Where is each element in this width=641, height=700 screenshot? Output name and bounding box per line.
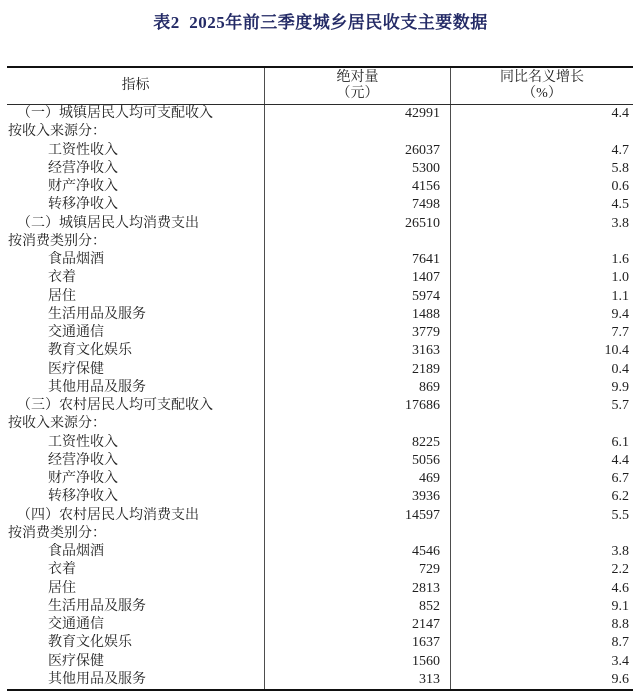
table-row (7, 324, 633, 342)
data-table (7, 66, 633, 691)
growth-value-cell: 8.8 (450, 616, 633, 634)
indicator-cell: 医疗保健 (48, 653, 104, 669)
header-growth-line1: 同比名义增长 (500, 70, 584, 85)
table-row (7, 105, 633, 123)
growth-value-cell: 4.4 (450, 105, 633, 123)
growth-value-cell: 1.1 (450, 288, 633, 306)
header-growth (450, 68, 633, 104)
growth-value-cell (450, 525, 633, 543)
table-row (7, 215, 633, 233)
table-row (7, 142, 633, 160)
table-row (7, 452, 633, 470)
table-row (7, 561, 633, 579)
table-title: 表2 2025年前三季度城乡居民收支主要数据 (153, 13, 488, 32)
indicator-cell: 生活用品及服务 (48, 306, 146, 322)
table-header-row (7, 68, 633, 105)
table-body (7, 105, 633, 689)
table-row (7, 653, 633, 671)
table-row (7, 251, 633, 269)
table-row (7, 543, 633, 561)
table-row (7, 634, 633, 652)
absolute-value-cell: 4156 (264, 178, 450, 196)
absolute-value-cell: 42991 (264, 105, 450, 123)
absolute-value-cell: 469 (264, 470, 450, 488)
indicator-cell: 食品烟酒 (48, 252, 104, 267)
table-row (7, 269, 633, 287)
header-indicator-label: 指标 (121, 78, 150, 93)
table-row (7, 160, 633, 178)
absolute-value-cell: 852 (264, 598, 450, 616)
absolute-value-cell (264, 415, 450, 433)
growth-value-cell: 5.8 (450, 160, 633, 178)
growth-value-cell: 6.7 (450, 470, 633, 488)
indicator-cell: 衣着 (48, 562, 76, 578)
growth-value-cell: 4.7 (450, 142, 633, 160)
growth-value-cell: 9.4 (450, 306, 633, 324)
absolute-value-cell (264, 123, 450, 141)
table-row (7, 616, 633, 634)
indicator-cell: 转移净收入 (48, 489, 118, 505)
absolute-value-cell: 3779 (264, 324, 450, 342)
absolute-value-cell: 26037 (264, 142, 450, 160)
growth-value-cell: 8.7 (450, 634, 633, 652)
indicator-cell: 食品烟酒 (48, 544, 104, 559)
table-row (7, 123, 633, 141)
indicator-cell: 其他用品及服务 (48, 671, 146, 687)
absolute-value-cell: 5974 (264, 288, 450, 306)
growth-value-cell: 9.6 (450, 671, 633, 689)
growth-value-cell (450, 415, 633, 433)
indicator-cell: 转移净收入 (48, 197, 118, 213)
indicator-cell: 经营净收入 (48, 160, 118, 176)
absolute-value-cell: 7498 (264, 196, 450, 214)
absolute-value-cell: 8225 (264, 434, 450, 452)
indicator-cell: （二）城镇居民人均消费支出 (17, 215, 199, 231)
absolute-value-cell: 1560 (264, 653, 450, 671)
indicator-cell: 医疗保健 (48, 361, 104, 377)
growth-value-cell: 0.4 (450, 361, 633, 379)
header-absolute-line1: 绝对量 (336, 70, 379, 85)
absolute-value-cell: 26510 (264, 215, 450, 233)
absolute-value-cell (264, 525, 450, 543)
indicator-cell: 按消费类别分： (8, 525, 106, 541)
table-row (7, 397, 633, 415)
indicator-cell: 财产净收入 (48, 471, 118, 486)
growth-value-cell: 7.7 (450, 324, 633, 342)
table-row (7, 488, 633, 506)
growth-value-cell: 6.1 (450, 434, 633, 452)
indicator-cell: 教育文化娱乐 (48, 635, 132, 651)
table-row (7, 525, 633, 543)
indicator-cell: 按收入来源分： (8, 416, 106, 432)
growth-value-cell: 6.2 (450, 488, 633, 506)
growth-value-cell (450, 233, 633, 251)
table-row (7, 434, 633, 452)
absolute-value-cell: 14597 (264, 507, 450, 525)
growth-value-cell: 1.0 (450, 269, 633, 287)
table-row (7, 598, 633, 616)
absolute-value-cell: 2147 (264, 616, 450, 634)
indicator-cell: 生活用品及服务 (48, 598, 146, 614)
absolute-value-cell: 869 (264, 379, 450, 397)
indicator-cell: 居住 (48, 288, 76, 304)
indicator-cell: 经营净收入 (48, 452, 118, 468)
table-row (7, 342, 633, 360)
table-row (7, 233, 633, 251)
absolute-value-cell: 729 (264, 561, 450, 579)
indicator-cell: 居住 (48, 580, 76, 596)
absolute-value-cell: 1407 (264, 269, 450, 287)
indicator-cell: 按收入来源分： (8, 124, 106, 140)
growth-value-cell: 10.4 (450, 342, 633, 360)
indicator-cell: 按消费类别分： (8, 233, 106, 249)
growth-value-cell (450, 123, 633, 141)
growth-value-cell: 9.9 (450, 379, 633, 397)
growth-value-cell: 5.7 (450, 397, 633, 415)
growth-value-cell: 3.4 (450, 653, 633, 671)
absolute-value-cell: 5300 (264, 160, 450, 178)
absolute-value-cell: 1637 (264, 634, 450, 652)
table-row (7, 379, 633, 397)
header-absolute-amount (264, 68, 450, 104)
absolute-value-cell: 7641 (264, 251, 450, 269)
absolute-value-cell: 1488 (264, 306, 450, 324)
indicator-cell: 衣着 (48, 270, 76, 286)
indicator-cell: （四）农村居民人均消费支出 (17, 507, 199, 523)
absolute-value-cell: 5056 (264, 452, 450, 470)
table-row (7, 470, 633, 488)
indicator-cell: （一）城镇居民人均可支配收入 (17, 106, 213, 121)
absolute-value-cell: 2189 (264, 361, 450, 379)
absolute-value-cell: 2813 (264, 580, 450, 598)
growth-value-cell: 1.6 (450, 251, 633, 269)
indicator-cell: 其他用品及服务 (48, 379, 146, 395)
growth-value-cell: 9.1 (450, 598, 633, 616)
absolute-value-cell: 313 (264, 671, 450, 689)
table-row (7, 288, 633, 306)
growth-value-cell: 5.5 (450, 507, 633, 525)
growth-value-cell: 3.8 (450, 543, 633, 561)
header-indicator (7, 68, 264, 104)
absolute-value-cell: 3936 (264, 488, 450, 506)
growth-value-cell: 2.2 (450, 561, 633, 579)
header-absolute-line2: （元） (336, 86, 379, 101)
indicator-cell: 教育文化娱乐 (48, 343, 132, 359)
indicator-cell: 交通通信 (48, 325, 104, 340)
absolute-value-cell (264, 233, 450, 251)
table-row (7, 361, 633, 379)
growth-value-cell: 3.8 (450, 215, 633, 233)
table-row (7, 415, 633, 433)
absolute-value-cell: 17686 (264, 397, 450, 415)
table-row (7, 507, 633, 525)
header-growth-line2: （%） (522, 86, 562, 101)
absolute-value-cell: 3163 (264, 342, 450, 360)
table-row (7, 196, 633, 214)
growth-value-cell: 0.6 (450, 178, 633, 196)
table-row (7, 580, 633, 598)
indicator-cell: 交通通信 (48, 617, 104, 632)
absolute-value-cell: 4546 (264, 543, 450, 561)
growth-value-cell: 4.4 (450, 452, 633, 470)
growth-value-cell: 4.6 (450, 580, 633, 598)
table-row (7, 178, 633, 196)
indicator-cell: 工资性收入 (48, 434, 118, 450)
table-row (7, 671, 633, 689)
table-row (7, 306, 633, 324)
indicator-cell: （三）农村居民人均可支配收入 (17, 398, 213, 413)
indicator-cell: 工资性收入 (48, 142, 118, 158)
indicator-cell: 财产净收入 (48, 179, 118, 194)
growth-value-cell: 4.5 (450, 196, 633, 214)
